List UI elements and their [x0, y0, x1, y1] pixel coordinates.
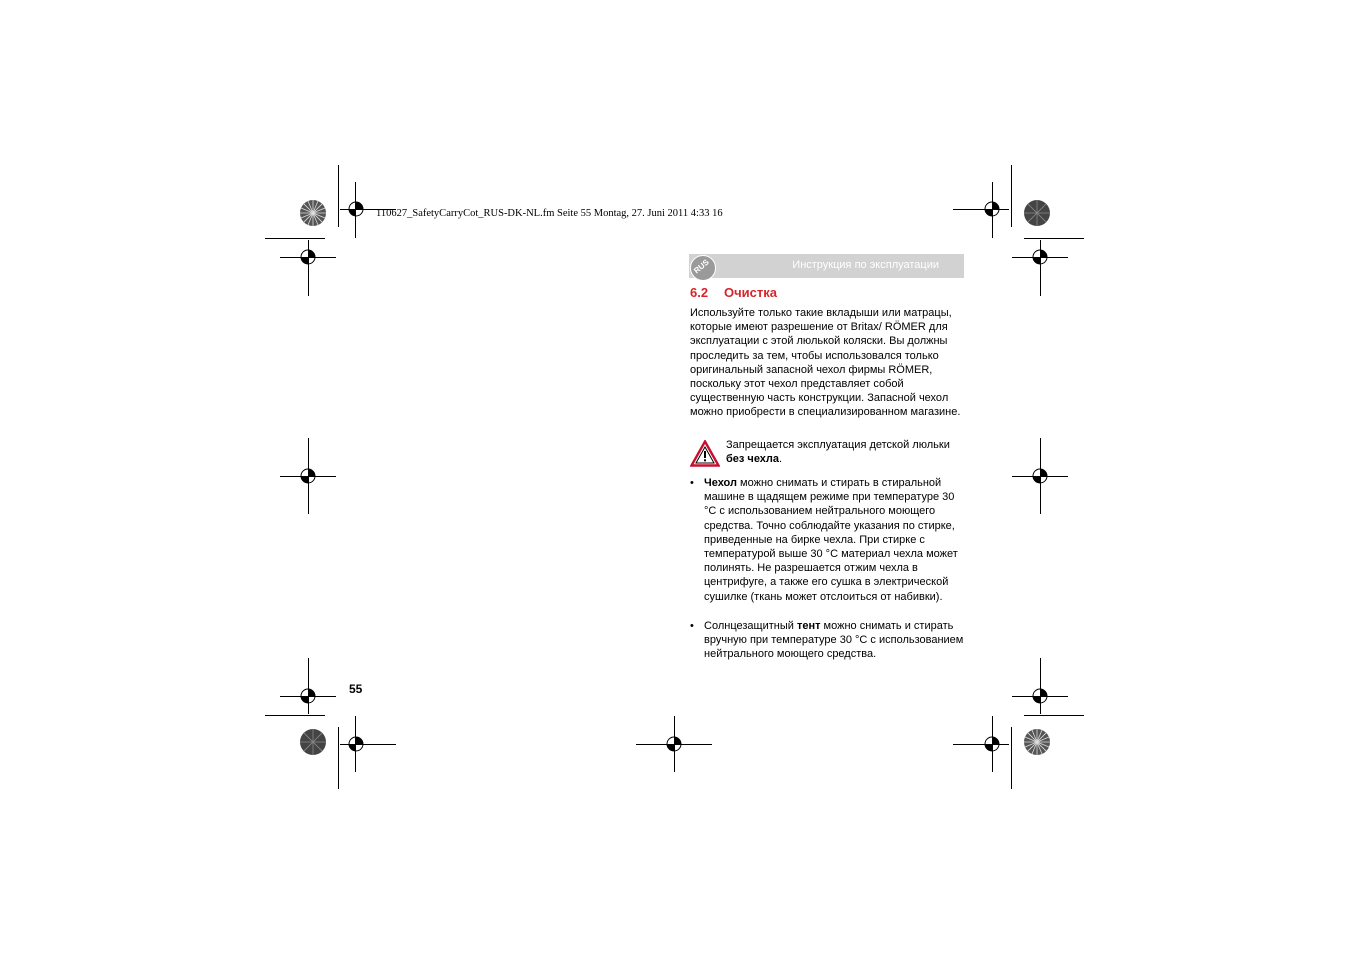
registration-target-icon [1025, 242, 1055, 272]
registration-target-icon [293, 461, 323, 491]
registration-target-icon [977, 194, 1007, 224]
bullet-marker: • [690, 477, 694, 489]
warning-text [726, 438, 964, 466]
section-number: 6.2 [690, 285, 709, 300]
list-item [690, 619, 965, 662]
list-item-bold: тент [796, 620, 821, 632]
registration-target-icon [341, 194, 371, 224]
registration-target-icon [341, 729, 371, 759]
crop-mark-line [338, 165, 339, 227]
registration-target-icon [293, 242, 323, 272]
crop-mark-line [1011, 165, 1012, 227]
warning-text-part: Запрещается эксплуатация детской люльки [726, 439, 950, 451]
crop-mark-line [1024, 238, 1084, 239]
crop-mark-line [1024, 715, 1084, 716]
language-badge [690, 255, 716, 281]
page-number: 55 [349, 682, 363, 696]
bullet-list [690, 476, 965, 604]
warning-text-bold: без чехла [726, 453, 780, 466]
registration-target-icon [659, 729, 689, 759]
registration-target-icon [293, 681, 323, 711]
registration-target-icon [977, 729, 1007, 759]
list-item-text: Солнцезащитный [704, 620, 797, 632]
crop-mark-line [1011, 727, 1012, 789]
list-item [690, 476, 965, 604]
starburst-target-icon [299, 728, 327, 756]
bullet-marker: • [690, 620, 694, 632]
crop-mark-line [265, 238, 325, 239]
section-title: Очистка [724, 285, 777, 300]
file-info-line: 110627_SafetyCarryCot_RUS-DK-NL.fm Seite 55 Montag, 27. Juni 2011 4:33 16 [376, 208, 723, 219]
bullet-list [690, 619, 965, 662]
header-title: Инструкция по эксплуатации [792, 259, 939, 271]
starburst-target-icon [1023, 728, 1051, 756]
list-item-bold: Чехол [704, 477, 737, 489]
section-header-bar [689, 254, 964, 278]
language-badge-label: RUS [692, 257, 711, 276]
intro-paragraph: Используйте только такие вкладыши или матрацы, которые имеют разрешение от Britax/ RÖMER для эксплуатации с этой люлькой коляски. Вы должны проследить за тем, чтобы использовался только оригинальный запасной чехол фирмы RÖMER, поскольку этот чехол представляет собой существенную часть конструкции. Запасной чехол можно приобрести в специализированном магазине. [690, 307, 961, 419]
starburst-target-icon [1023, 199, 1051, 227]
registration-target-icon [1025, 461, 1055, 491]
crop-mark-line [338, 727, 339, 789]
warning-text-part: . [779, 453, 783, 466]
registration-target-icon [1025, 681, 1055, 711]
list-item-text: можно снимать и стирать вручную при температуре 30 °C с использованием нейтрального моющего средства. [704, 620, 964, 661]
list-item-text: можно снимать и стирать в стиральной машине в щадящем режиме при температуре 30 °C с использованием нейтрального моющего средства. Точно соблюдайте указания по стирке, приведенные на бирке чехла. При стирке с температурой выше 30 °C материал чехла может полинять. Не разрешается отжим чехла в центрифуге, а также его сушка в электрической сушилке (ткань может отслоиться от набивки). [704, 477, 958, 603]
warning-triangle-icon [690, 440, 720, 467]
crop-mark-line [265, 715, 325, 716]
section-heading [690, 285, 777, 300]
starburst-target-icon [299, 199, 327, 227]
